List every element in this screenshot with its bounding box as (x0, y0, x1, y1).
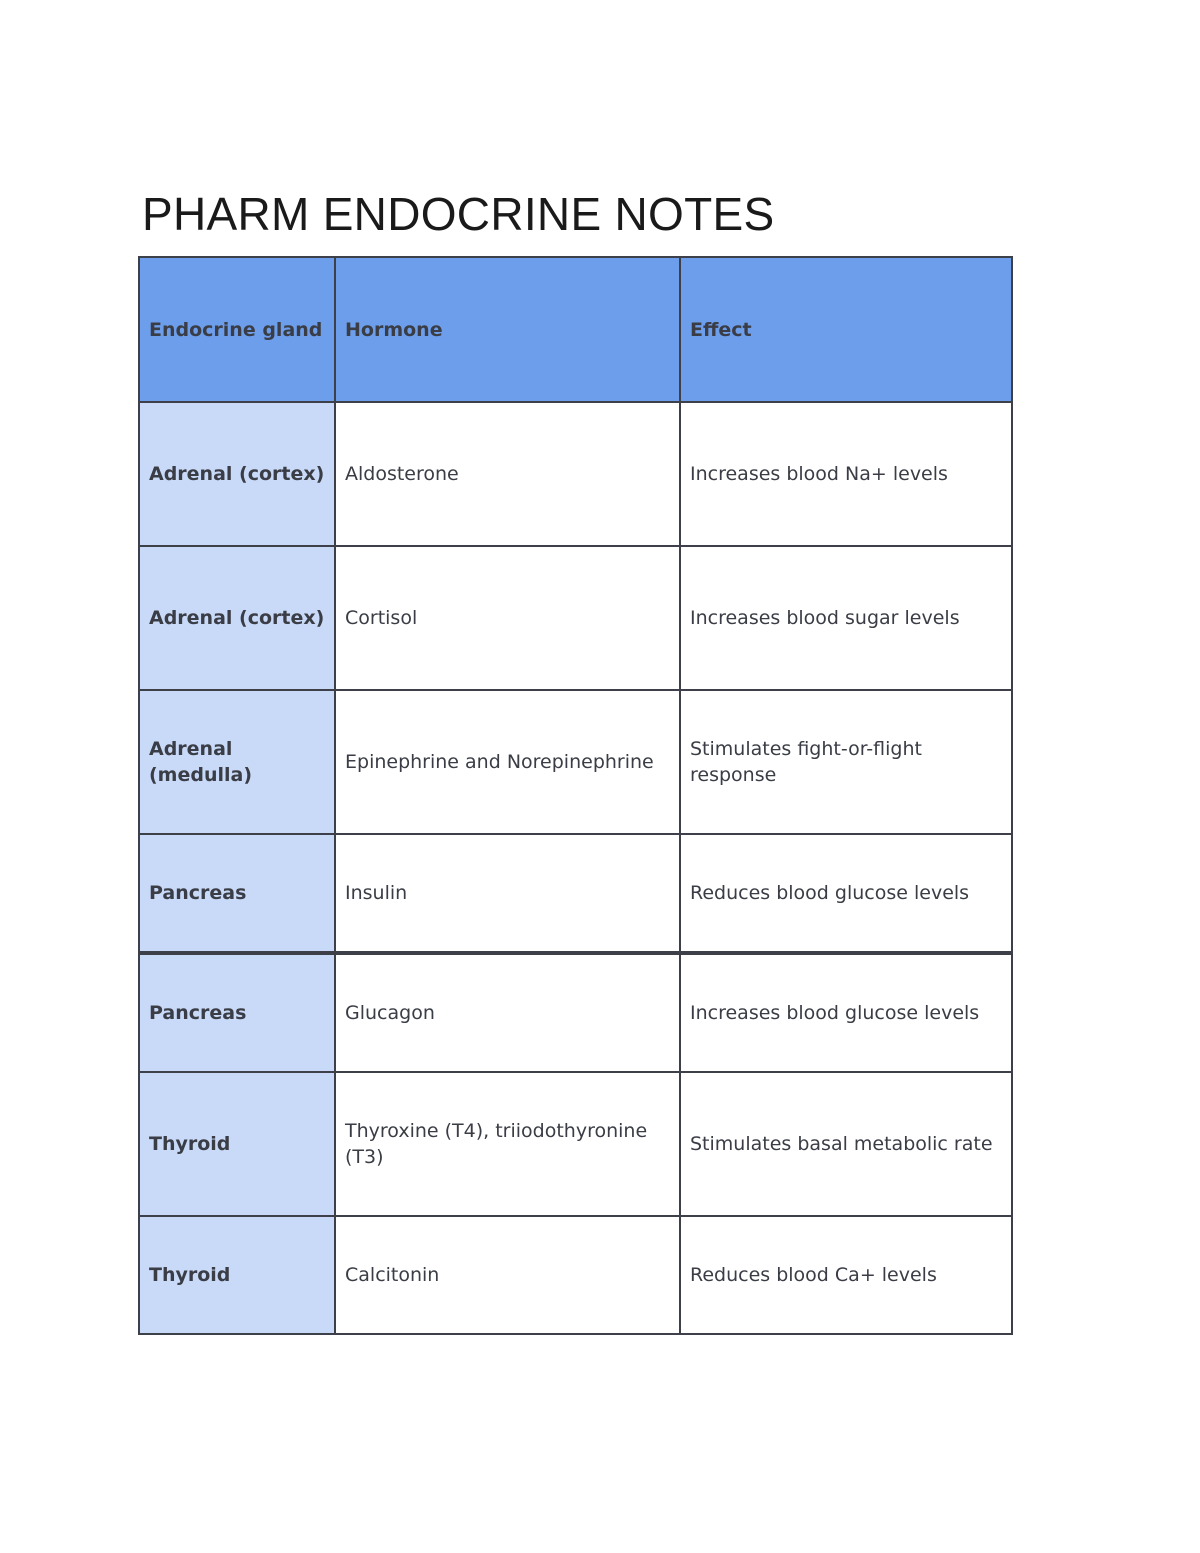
header-hormone: Hormone (335, 257, 680, 402)
hormone-cell: Calcitonin (335, 1216, 680, 1334)
hormone-cell: Cortisol (335, 546, 680, 690)
effect-cell: Increases blood glucose levels (680, 953, 1012, 1072)
table-row (139, 546, 1012, 690)
hormone-cell: Glucagon (335, 953, 680, 1072)
gland-cell: Adrenal (cortex) (139, 402, 335, 546)
gland-cell: Pancreas (139, 834, 335, 953)
document-title: PHARM ENDOCRINE NOTES (142, 188, 775, 240)
header-effect: Effect (680, 257, 1012, 402)
table-row (139, 1072, 1012, 1216)
hormone-cell: Aldosterone (335, 402, 680, 546)
gland-cell: Adrenal (cortex) (139, 546, 335, 690)
effect-cell: Increases blood sugar levels (680, 546, 1012, 690)
table-row (139, 953, 1012, 1072)
gland-cell: Pancreas (139, 953, 335, 1072)
table-row (139, 834, 1012, 953)
hormone-cell: Insulin (335, 834, 680, 953)
hormone-cell: Epinephrine and Norepinephrine (335, 690, 680, 834)
hormone-cell: Thyroxine (T4), triiodothyronine (T3) (335, 1072, 680, 1216)
effect-cell: Increases blood Na+ levels (680, 402, 1012, 546)
effect-cell: Stimulates basal metabolic rate (680, 1072, 1012, 1216)
gland-cell: Thyroid (139, 1216, 335, 1334)
effect-cell: Reduces blood glucose levels (680, 834, 1012, 953)
table-row (139, 690, 1012, 834)
gland-cell: Adrenal (medulla) (139, 690, 335, 834)
gland-cell: Thyroid (139, 1072, 335, 1216)
effect-cell: Reduces blood Ca+ levels (680, 1216, 1012, 1334)
table-row (139, 1216, 1012, 1334)
endocrine-table (138, 256, 1013, 1335)
effect-cell: Stimulates fight-or-flight response (680, 690, 1012, 834)
table-row (139, 402, 1012, 546)
header-gland: Endocrine gland (139, 257, 335, 402)
table-header-row (139, 257, 1012, 402)
